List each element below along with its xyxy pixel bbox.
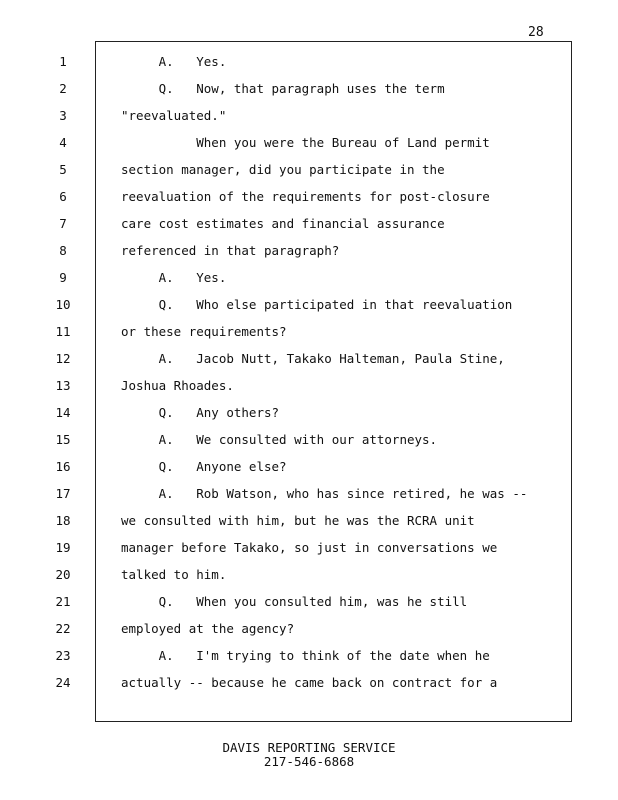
line-text: or these requirements? xyxy=(121,324,287,339)
transcript-line xyxy=(0,675,618,702)
line-text: reevaluation of the requirements for post-closure xyxy=(121,189,490,204)
line-number: 21 xyxy=(55,594,71,609)
line-text: Q. When you consulted him, was he still xyxy=(121,594,468,609)
line-number: 20 xyxy=(55,567,71,582)
line-text: we consulted with him, but he was the RCRA unit xyxy=(121,513,475,528)
line-number: 12 xyxy=(55,351,71,366)
line-text: A. Jacob Nutt, Takako Halteman, Paula Stine, xyxy=(121,351,505,366)
line-number: 11 xyxy=(55,324,71,339)
transcript-line xyxy=(0,297,618,324)
transcript-line xyxy=(0,81,618,108)
line-text: A. I'm trying to think of the date when he xyxy=(121,648,490,663)
line-number: 23 xyxy=(55,648,71,663)
line-number: 9 xyxy=(59,270,67,285)
line-text: A. We consulted with our attorneys. xyxy=(121,432,438,447)
line-text: When you were the Bureau of Land permit xyxy=(121,135,490,150)
transcript-line xyxy=(0,486,618,513)
transcript-line xyxy=(0,432,618,459)
line-number: 13 xyxy=(55,378,71,393)
line-text: section manager, did you participate in the xyxy=(121,162,445,177)
transcript-line xyxy=(0,378,618,405)
line-text: Q. Now, that paragraph uses the term xyxy=(121,81,445,96)
reporting-service-phone: 217-546-6868 xyxy=(263,754,355,769)
page-number: 28 xyxy=(528,25,544,40)
line-text: care cost estimates and financial assurance xyxy=(121,216,445,231)
transcript-line xyxy=(0,567,618,594)
transcript-line xyxy=(0,243,618,270)
transcript-line xyxy=(0,459,618,486)
transcript-line xyxy=(0,216,618,243)
line-text: A. Yes. xyxy=(121,54,227,69)
transcript-line xyxy=(0,135,618,162)
line-text: "reevaluated." xyxy=(121,108,227,123)
line-text: A. Rob Watson, who has since retired, he was -- xyxy=(121,486,528,501)
line-text: talked to him. xyxy=(121,567,227,582)
line-number: 24 xyxy=(55,675,71,690)
line-number: 4 xyxy=(59,135,67,150)
line-text: referenced in that paragraph? xyxy=(121,243,340,258)
transcript-line xyxy=(0,513,618,540)
line-number: 14 xyxy=(55,405,71,420)
reporting-service-name: DAVIS REPORTING SERVICE xyxy=(222,740,396,755)
transcript-line xyxy=(0,54,618,81)
transcript-line xyxy=(0,324,618,351)
transcript-line xyxy=(0,162,618,189)
line-number: 5 xyxy=(59,162,67,177)
line-number: 10 xyxy=(55,297,71,312)
line-text: Q. Any others? xyxy=(121,405,280,420)
line-text: employed at the agency? xyxy=(121,621,295,636)
transcript-line xyxy=(0,108,618,135)
line-number: 2 xyxy=(59,81,67,96)
line-number: 6 xyxy=(59,189,67,204)
line-number: 7 xyxy=(59,216,67,231)
line-text: actually -- because he came back on contract for a xyxy=(121,675,498,690)
transcript-line xyxy=(0,270,618,297)
transcript-line xyxy=(0,405,618,432)
transcript-line xyxy=(0,621,618,648)
line-number: 1 xyxy=(59,54,67,69)
transcript-line xyxy=(0,540,618,567)
line-number: 16 xyxy=(55,459,71,474)
line-text: Q. Anyone else? xyxy=(121,459,287,474)
line-text: Q. Who else participated in that reevaluation xyxy=(121,297,513,312)
line-number: 15 xyxy=(55,432,71,447)
line-number: 17 xyxy=(55,486,71,501)
transcript-line xyxy=(0,648,618,675)
line-number: 22 xyxy=(55,621,71,636)
line-text: A. Yes. xyxy=(121,270,227,285)
line-text: Joshua Rhoades. xyxy=(121,378,234,393)
line-number: 19 xyxy=(55,540,71,555)
line-text: manager before Takako, so just in conversations we xyxy=(121,540,498,555)
line-number: 18 xyxy=(55,513,71,528)
line-number: 3 xyxy=(59,108,67,123)
transcript-line xyxy=(0,594,618,621)
transcript-line xyxy=(0,351,618,378)
line-number: 8 xyxy=(59,243,67,258)
transcript-line xyxy=(0,189,618,216)
